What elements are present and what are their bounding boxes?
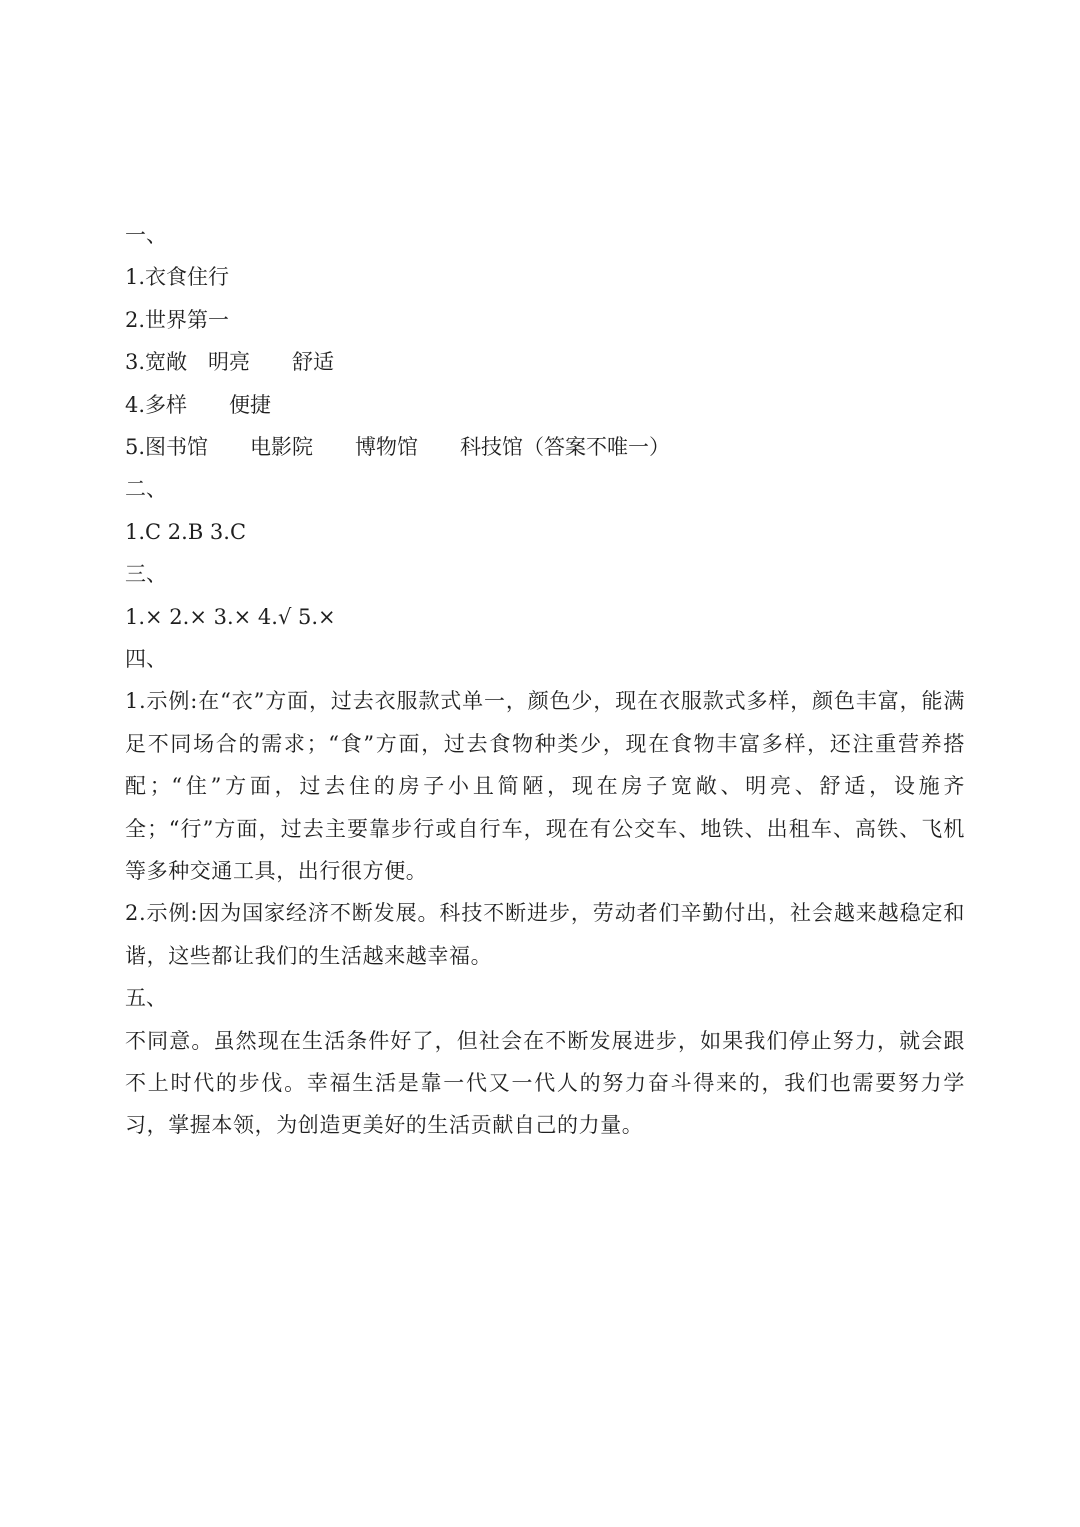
- section-2-answers: 1.C 2.B 3.C: [125, 519, 247, 544]
- section-4-heading: 四、: [125, 646, 167, 671]
- section-1-item-1: 1.衣食住行: [125, 265, 230, 290]
- section-3-heading: 三、: [125, 562, 167, 587]
- section-3-answers: 1.× 2.× 3.× 4.√ 5.×: [125, 604, 336, 629]
- section-1-item-4: 4.多样 便捷: [125, 392, 272, 417]
- section-5-heading: 五、: [125, 986, 167, 1011]
- section-1-item-2: 2.世界第一: [125, 307, 230, 332]
- section-1-heading: 一、: [125, 223, 167, 247]
- answer-content: [125, 214, 965, 1147]
- section-4-answer-1: 1.示例:在“衣”方面，过去衣服款式单一，颜色少，现在衣服款式多样，颜色丰富，能满足不同场合的需求；“食”方面，过去食物种类少，现在食物丰富多样，还注重营养搭配；“住”方面，过去住的房子小且简陋，现在房子宽敞、明亮、舒适，设施齐全；“行”方面，过去主要靠步行或自行车，现在有公交车、地铁、出租车、高铁、飞机等多种交通工具，出行很方便。: [125, 689, 965, 883]
- section-4-answer-2: 2.示例:因为国家经济不断发展。科技不断进步，劳动者们辛勤付出，社会越来越稳定和谐，这些都让我们的生活越来越幸福。: [125, 901, 965, 968]
- section-1-item-3: 3.宽敞 明亮 舒适: [125, 350, 335, 375]
- section-5-answer: 不同意。虽然现在生活条件好了，但社会在不断发展进步，如果我们停止努力，就会跟不上时代的步伐。幸福生活是靠一代又一代人的努力奋斗得来的，我们也需要努力学习，掌握本领，为创造更美好的生活贡献自己的力量。: [125, 1028, 965, 1138]
- section-1-item-5: 5.图书馆 电影院 博物馆 科技馆（答案不唯一）: [125, 434, 671, 459]
- section-2-heading: 二、: [125, 477, 167, 502]
